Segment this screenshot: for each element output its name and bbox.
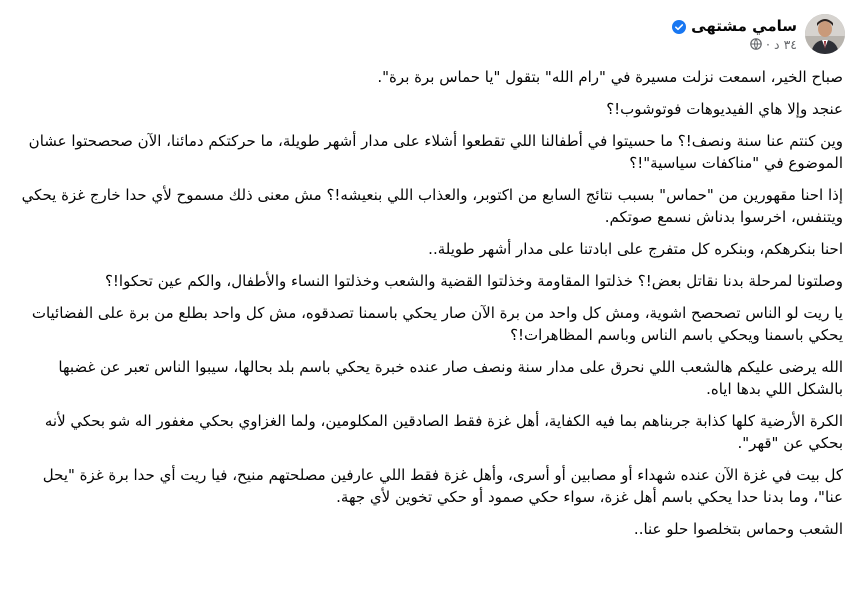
post-paragraph: وصلتونا لمرحلة بدنا نقاتل بعض!؟ خذلتوا المقاومة وخذلتوا القضية والشعب وخذلتوا النساء والأطفال، والكم عين تحكوا!؟ [104,272,843,290]
post-paragraph: إذا احنا مقهورين من "حماس" بسبب نتائج السابع من اكتوبر، والعذاب اللي بنعيشه!؟ مش معنى ذلك مسموح لأي حدا خارج غزة يحكي ويتنفس، اخرسوا بدناش نسمع صوتكم. [21,186,843,226]
author-row [672,17,797,35]
author-name[interactable]: سامي مشتهى [691,16,797,35]
verified-badge-icon [672,19,686,33]
post-paragraph: الشعب وحماس بتخلصوا حلو عنا.. [633,520,843,538]
post-paragraph: الله يرضى عليكم هالشعب اللي نحرق على مدار سنة ونصف صار عنده خبرة يحكي باسم بلد بحالها، سيبوا الناس تعبر عن غضبها بالشكل اللي بدها اياه. [58,358,843,398]
post-paragraph: يا ريت لو الناس تصحصح اشوية، ومش كل واحد من برة الآن صار يحكي باسمنا تصدقوه، مش كل واحد بطلع من برة على الفضائيات يحكي باسمنا ويحكي باسم الناس وباسم المظاهرات!؟ [31,304,843,344]
avatar[interactable] [805,14,845,54]
post-paragraph: الكرة الأرضية كلها كذابة جربناهم بما فيه الكفاية، أهل غزة فقط الصادقين المكلومين، ولما الغزاوي بحكي مغفور اله شو بحكي لأنه بحكي عن "قهر". [44,412,843,452]
post-paragraph: عنجد وإلا هاي الفيديوهات فوتوشوب!؟ [606,100,843,118]
globe-icon[interactable] [750,38,762,50]
post-meta [672,17,797,52]
post-paragraph: احنا بنكرهكم، وبنكره كل متفرج على ابادتنا على مدار أشهر طويلة.. [428,240,843,258]
avatar-icon [805,14,845,54]
post-paragraph: كل بيت في غزة الآن عنده شهداء أو مصابين أو أسرى، وأهل غزة فقط اللي عارفين مصلحتهم منيح، فيا ريت أي حدا برة غزة "يحل عنا"، وما بدنا حدا يحكي باسم أهل غزة، سواء حكي صمود أو حكي تخوين لأي جهة. [42,466,843,506]
post-paragraph: صباح الخير، اسمعت نزلت مسيرة في "رام الله" بتقول "يا حماس برة برة". [377,68,843,86]
separator-dot: · [766,36,771,52]
post-body [10,66,843,550]
post-header [672,6,845,62]
post-subline [672,37,797,52]
timestamp[interactable]: ٣٤ د [774,36,797,52]
post-paragraph: وين كنتم عنا سنة ونصف!؟ ما حسيتوا في أطفالنا اللي تقطعوا أشلاء على مدار أشهر طويلة، ما حركتكم دمائنا، الآن صحصحتوا عشان الموضوع في "مناكفات سياسية"!؟ [28,132,843,172]
